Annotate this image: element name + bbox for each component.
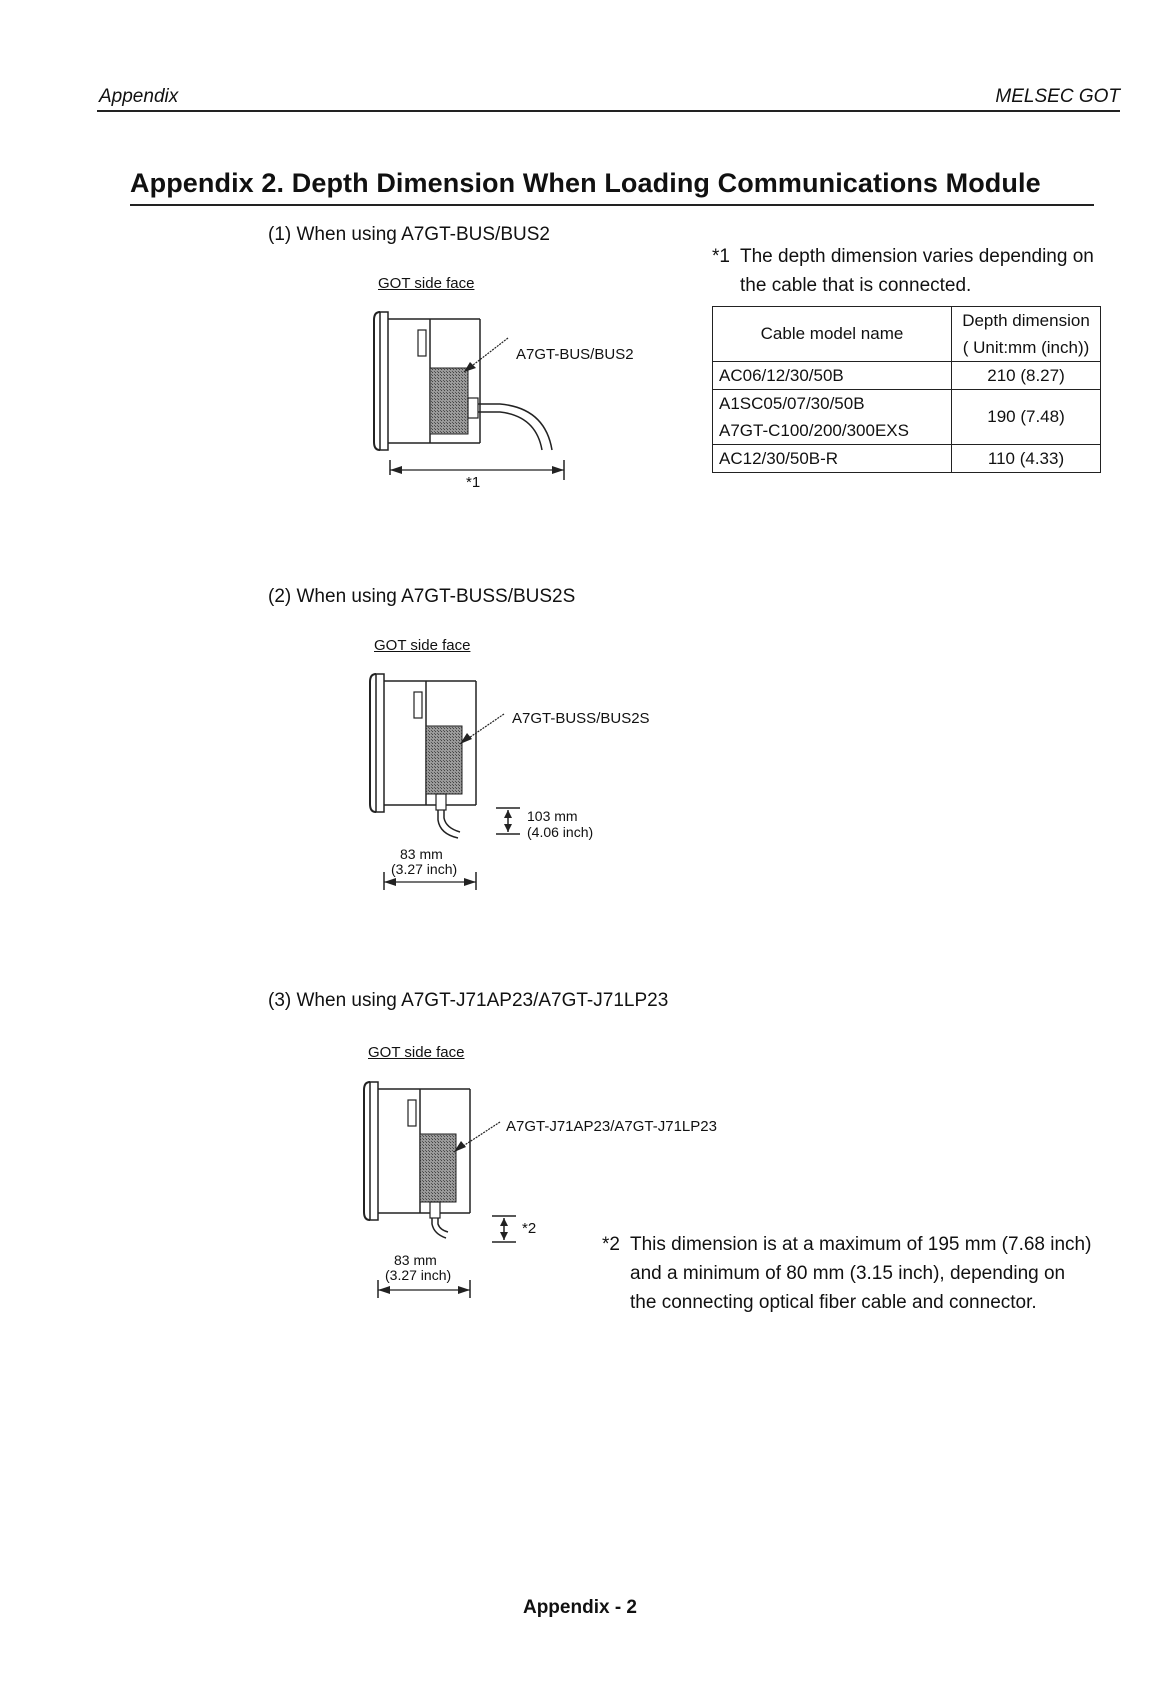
section-1-side-view-diagram <box>360 300 700 500</box>
got-slot <box>418 330 426 356</box>
section-1-module-label: A7GT-BUS/BUS2 <box>516 346 634 363</box>
table-row <box>713 362 1101 390</box>
table-cell-model <box>713 390 952 445</box>
connector <box>468 398 478 418</box>
note-2-line-2: and a minimum of 80 mm (3.15 inch), depending on <box>630 1263 1066 1284</box>
section-3-got-label: GOT side face <box>368 1044 465 1061</box>
title-rule <box>130 204 1094 206</box>
page-title: Appendix 2. Depth Dimension When Loading Communications Module <box>130 168 1041 198</box>
section-3-depth-mark: *2 <box>522 1220 537 1237</box>
section-2-got-label: GOT side face <box>374 637 471 654</box>
section-3-heading: (3) When using A7GT-J71AP23/A7GT-J71LP23 <box>268 990 669 1011</box>
note-2-mark: *2 <box>602 1234 620 1255</box>
section-1-got-label: GOT side face <box>378 275 475 292</box>
module-block <box>430 368 468 434</box>
got-front-panel <box>380 312 388 450</box>
connector <box>430 1202 440 1218</box>
table-cell-model: AC06/12/30/50B <box>713 362 952 390</box>
got-slot <box>414 692 422 718</box>
got-front-bezel <box>370 674 376 812</box>
got-front-panel <box>376 674 384 812</box>
section-2-heading: (2) When using A7GT-BUSS/BUS2S <box>268 586 576 607</box>
got-front-bezel <box>364 1082 370 1220</box>
note-1-line-2: the cable that is connected. <box>740 275 972 296</box>
page-footer: Appendix - 2 <box>522 1597 637 1618</box>
table-header-row <box>713 307 1101 362</box>
table-header-cable-model: Cable model name <box>713 307 952 362</box>
table-cell-depth: 110 (4.33) <box>952 445 1101 473</box>
cable <box>438 810 458 838</box>
section-1-heading: (1) When using A7GT-BUS/BUS2 <box>268 224 550 245</box>
connector <box>436 794 446 810</box>
header-rule <box>97 110 1120 112</box>
section-2-width-inch: (3.27 inch) <box>391 861 458 877</box>
section-2-module-label: A7GT-BUSS/BUS2S <box>512 710 650 727</box>
got-front-bezel <box>374 312 380 450</box>
note-2-line-1: This dimension is at a maximum of 195 mm (7.68 inch) <box>630 1234 1092 1255</box>
got-front-panel <box>370 1082 378 1220</box>
section-3-module-label: A7GT-J71AP23/A7GT-J71LP23 <box>506 1118 717 1135</box>
got-slot <box>408 1100 416 1126</box>
table-cell-model-line-1: A1SC05/07/30/50B <box>719 394 865 413</box>
note-1-mark: *1 <box>712 246 730 267</box>
table-header-depth-line-2: ( Unit:mm (inch)) <box>962 338 1090 357</box>
table-cell-model-line-2: A7GT-C100/200/300EXS <box>719 421 909 440</box>
section-3-width-mm: 83 mm <box>394 1252 437 1268</box>
note-1-line-1: The depth dimension varies depending on <box>740 246 1094 267</box>
module-block <box>426 726 462 794</box>
module-block <box>420 1134 456 1202</box>
section-2-width-mm: 83 mm <box>400 846 443 862</box>
depth-dimension-table <box>712 306 1101 473</box>
table-header-depth <box>952 307 1101 362</box>
table-row <box>713 445 1101 473</box>
section-2-depth-mm: 103 mm <box>527 808 578 824</box>
running-header-right: MELSEC GOT <box>995 86 1120 107</box>
section-1-dimension-mark: *1 <box>466 474 481 491</box>
running-header-left: Appendix <box>99 86 179 107</box>
note-2-line-3: the connecting optical fiber cable and connector. <box>630 1292 1037 1313</box>
table-cell-depth: 210 (8.27) <box>952 362 1101 390</box>
cable <box>432 1218 446 1238</box>
table-cell-depth: 190 (7.48) <box>952 390 1101 445</box>
section-3-width-inch: (3.27 inch) <box>385 1267 452 1283</box>
table-row <box>713 390 1101 445</box>
table-header-depth-line-1: Depth dimension <box>962 311 1090 330</box>
table-cell-model: AC12/30/50B-R <box>713 445 952 473</box>
section-2-depth-inch: (4.06 inch) <box>527 824 594 840</box>
